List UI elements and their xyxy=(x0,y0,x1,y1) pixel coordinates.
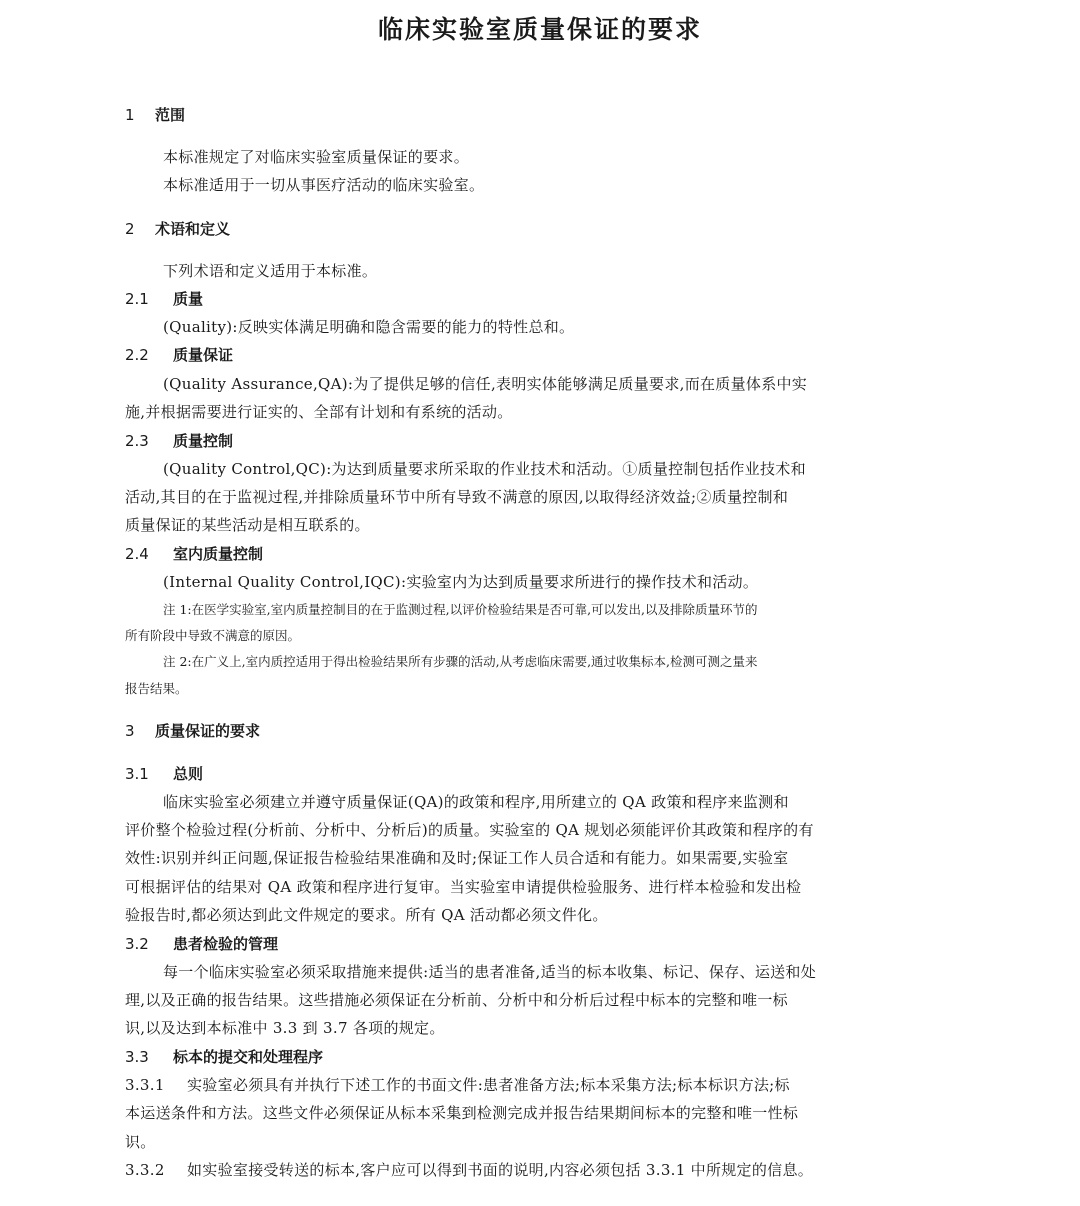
section-title: 标本的提交和处理程序 xyxy=(173,1048,324,1066)
section-title: 质量 xyxy=(173,290,204,308)
paragraph-line: 施,并根据需要进行证实的、全部有计划和有系统的活动。 xyxy=(125,403,513,421)
section-title: 室内质量控制 xyxy=(173,545,264,563)
paragraph-line xyxy=(125,1159,813,1180)
paragraph-line xyxy=(125,1074,790,1095)
paragraph-line: 效性:识别并纠正问题,保证报告检验结果准确和及时;保证工作人员合适和有能力。如果需要,实验室 xyxy=(125,849,789,867)
document-title: 临床实验室质量保证的要求 xyxy=(377,15,702,44)
paragraph-line: 每一个临床实验室必须采取措施来提供:适当的患者准备,适当的标本收集、标记、保存、运送和处 xyxy=(163,963,817,981)
subsection-2-1-heading xyxy=(125,288,203,309)
paragraph-line: (Internal Quality Control,IQC):实验室内为达到质量要求所进行的操作技术和活动。 xyxy=(163,573,759,591)
subsection-3-3-heading xyxy=(125,1046,323,1067)
subsection-3-2-heading xyxy=(125,933,278,954)
section-title: 总则 xyxy=(173,765,204,783)
section-3-heading xyxy=(125,720,260,741)
subsection-2-4-heading xyxy=(125,543,263,564)
section-number: 2 xyxy=(125,220,135,238)
subsection-3-1-heading xyxy=(125,763,203,784)
section-title: 范围 xyxy=(155,106,186,124)
note-line: 注 2:在广义上,室内质控适用于得出检验结果所有步骤的活动,从考虑临床需要,通过收集标本,检测可测之量来 xyxy=(163,654,758,669)
section-number: 3.3 xyxy=(125,1048,149,1066)
paragraph-line: (Quality):反映实体满足明确和隐含需要的能力的特性总和。 xyxy=(163,318,575,336)
paragraph-line: 识。 xyxy=(125,1133,156,1151)
section-2-heading xyxy=(125,218,230,239)
section-number: 2.1 xyxy=(125,290,149,308)
paragraph-line: (Quality Assurance,QA):为了提供足够的信任,表明实体能够满足质量要求,而在质量体系中实 xyxy=(163,375,808,393)
paragraph-line: 识,以及达到本标准中 3.3 到 3.7 各项的规定。 xyxy=(125,1019,445,1037)
paragraph-line: 可根据评估的结果对 QA 政策和程序进行复审。当实验室申请提供检验服务、进行样本检验和发出检 xyxy=(125,878,802,896)
paragraph-line: 下列术语和定义适用于本标准。 xyxy=(163,262,378,280)
paragraph-line: 理,以及正确的报告结果。这些措施必须保证在分析前、分析中和分析后过程中标本的完整和唯一标 xyxy=(125,991,788,1009)
clause-number: 3.3.2 xyxy=(125,1161,165,1179)
section-number: 3 xyxy=(125,722,135,740)
paragraph-line: 验报告时,都必须达到此文件规定的要求。所有 QA 活动都必须文件化。 xyxy=(125,906,608,924)
section-number: 2.2 xyxy=(125,346,149,364)
paragraph-line: 质量保证的某些活动是相互联系的。 xyxy=(125,516,370,534)
section-title: 质量控制 xyxy=(173,432,234,450)
section-number: 3.1 xyxy=(125,765,149,783)
paragraph-line: 活动,其目的在于监视过程,并排除质量环节中所有导致不满意的原因,以取得经济效益;②质量控制和 xyxy=(125,488,789,506)
clause-text: 如实验室接受转送的标本,客户应可以得到书面的说明,内容必须包括 3.3.1 中所规定的信息。 xyxy=(187,1161,814,1179)
section-number: 1 xyxy=(125,106,135,124)
paragraph-line: 本标准适用于一切从事医疗活动的临床实验室。 xyxy=(163,176,485,194)
paragraph-line: 本标准规定了对临床实验室质量保证的要求。 xyxy=(163,148,470,166)
note-line: 所有阶段中导致不满意的原因。 xyxy=(125,628,301,643)
subsection-2-3-heading xyxy=(125,430,233,451)
section-title: 质量保证 xyxy=(173,346,234,364)
section-title: 患者检验的管理 xyxy=(173,935,279,953)
paragraph-line: (Quality Control,QC):为达到质量要求所采取的作业技术和活动。①质量控制包括作业技术和 xyxy=(163,460,806,478)
section-number: 2.3 xyxy=(125,432,149,450)
note-line: 报告结果。 xyxy=(125,681,188,696)
clause-text: 实验室必须具有并执行下述工作的书面文件:患者准备方法;标本采集方法;标本标识方法;标 xyxy=(187,1076,790,1094)
paragraph-line: 临床实验室必须建立并遵守质量保证(QA)的政策和程序,用所建立的 QA 政策和程序来监测和 xyxy=(163,793,789,811)
section-title: 术语和定义 xyxy=(155,220,231,238)
section-number: 3.2 xyxy=(125,935,149,953)
clause-number: 3.3.1 xyxy=(125,1076,165,1094)
paragraph-line: 评价整个检验过程(分析前、分析中、分析后)的质量。实验室的 QA 规划必须能评价其政策和程序的有 xyxy=(125,821,814,839)
note-line: 注 1:在医学实验室,室内质量控制目的在于监测过程,以评价检验结果是否可靠,可以发出,以及排除质量环节的 xyxy=(163,602,758,617)
subsection-2-2-heading xyxy=(125,344,233,365)
section-number: 2.4 xyxy=(125,545,149,563)
section-title: 质量保证的要求 xyxy=(155,722,261,740)
paragraph-line: 本运送条件和方法。这些文件必须保证从标本采集到检测完成并报告结果期间标本的完整和唯一性标 xyxy=(125,1104,799,1122)
section-1-heading xyxy=(125,104,185,125)
